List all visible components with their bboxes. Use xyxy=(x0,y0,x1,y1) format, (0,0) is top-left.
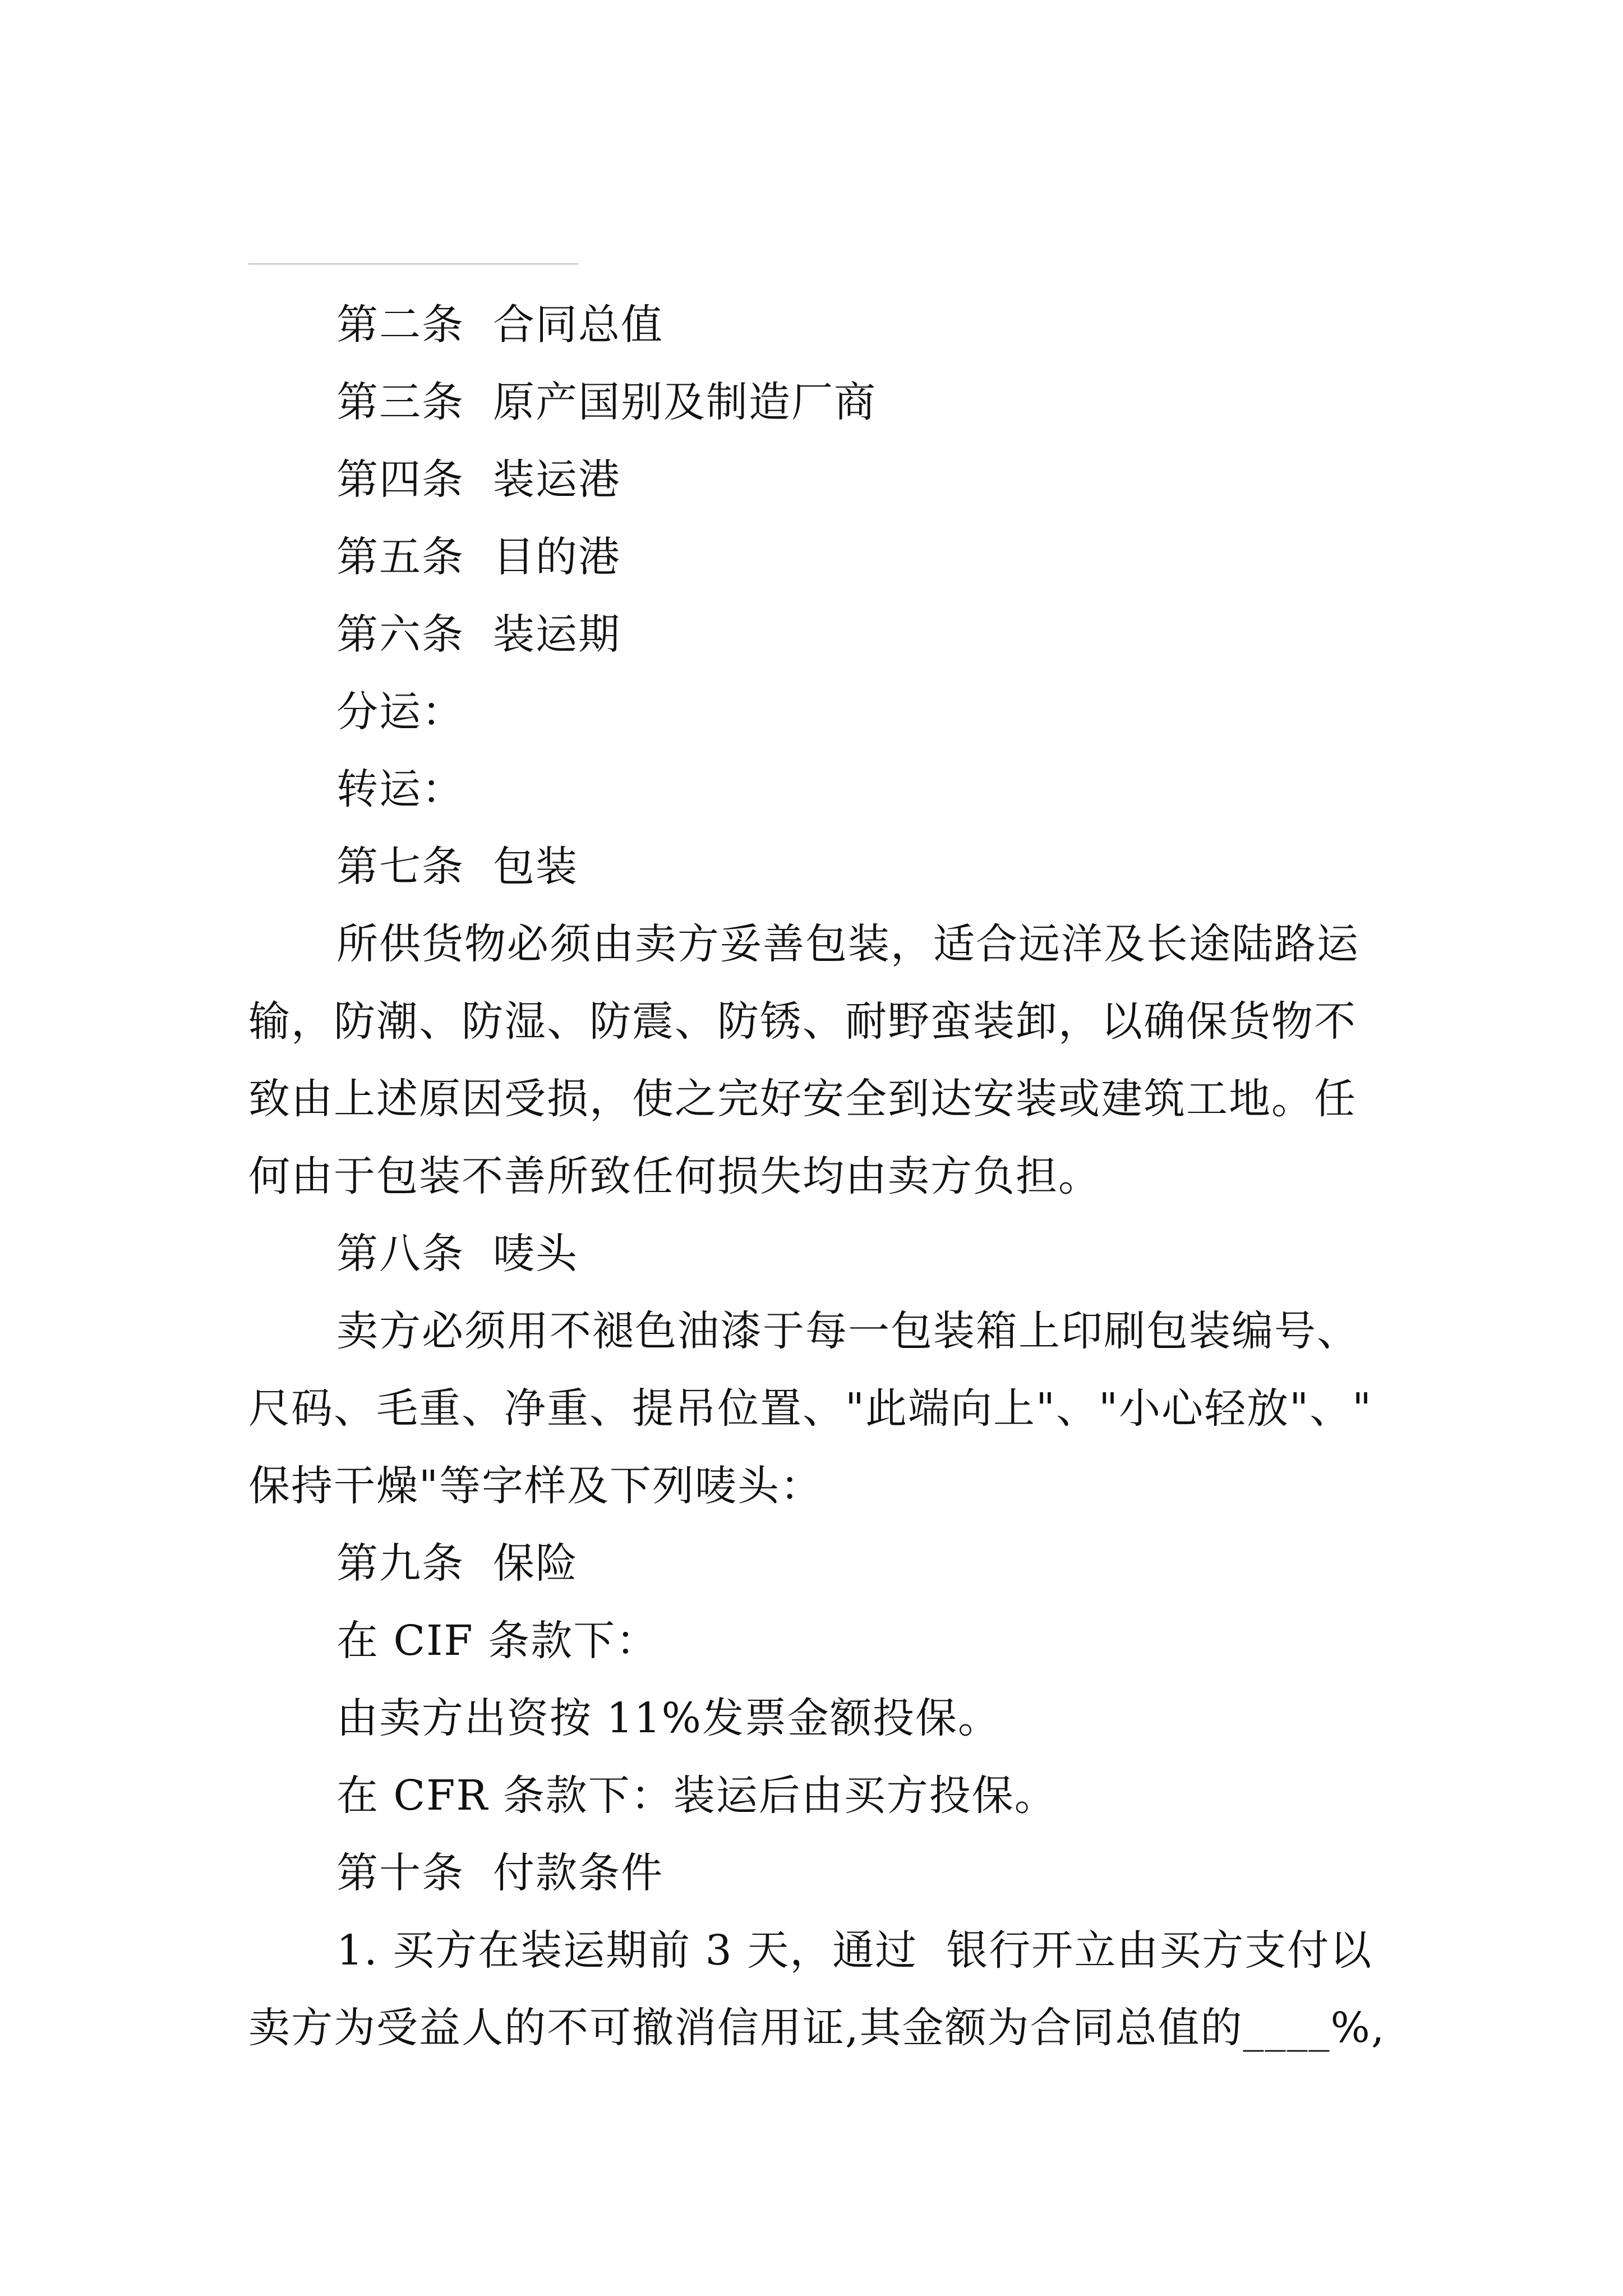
article-9-heading: 第九条 保险 xyxy=(336,1539,579,1588)
article-3-heading: 第三条 原产国别及制造厂商 xyxy=(336,378,877,426)
packing-paragraph-line: 致由上述原因受损，使之完好安全到达安装或建筑工地。任 xyxy=(248,1075,1357,1123)
article-5-heading: 第五条 目的港 xyxy=(336,533,621,581)
article-7-heading: 第七条 包装 xyxy=(336,843,579,891)
payment-paragraph-line: 卖方为受益人的不可撤消信用证,其金额为合同总值的____%, xyxy=(248,2004,1386,2052)
insurance-cif-line: 在 CIF 条款下： xyxy=(336,1617,659,1665)
article-6-heading: 第六条 装运期 xyxy=(336,610,621,659)
payment-paragraph-line: 1. 买方在装运期前 3 天，通过 银行开立由买方支付以 xyxy=(336,1926,1373,1975)
marking-paragraph-line: 卖方必须用不褪色油漆于每一包装箱上印刷包装编号、 xyxy=(336,1307,1359,1355)
article-10-heading: 第十条 付款条件 xyxy=(336,1849,664,1897)
article-8-heading: 第八条 唛头 xyxy=(336,1230,579,1278)
insurance-cfr-line: 在 CFR 条款下：装运后由买方投保。 xyxy=(336,1772,1057,1820)
packing-paragraph-line: 何由于包装不善所致任何损失均由卖方负担。 xyxy=(248,1152,1101,1200)
insurance-cif-detail-line: 由卖方出资按 11%发票金额投保。 xyxy=(336,1694,1000,1742)
packing-paragraph-line: 所供货物必须由卖方妥善包装，适合远洋及长途陆路运 xyxy=(336,920,1359,968)
marking-paragraph-line: 保持干燥"等字样及下列唛头： xyxy=(248,1462,823,1510)
article-2-heading: 第二条 合同总值 xyxy=(336,301,664,349)
marking-paragraph-line: 尺码、毛重、净重、提吊位置、"此端向上"、"小心轻放"、" xyxy=(248,1384,1373,1433)
transshipment-line: 转运： xyxy=(336,765,464,813)
article-4-heading: 第四条 装运港 xyxy=(336,455,621,504)
document-body xyxy=(248,286,1415,2067)
packing-paragraph-line: 输，防潮、防湿、防震、防锈、耐野蛮装卸，以确保货物不 xyxy=(248,997,1357,1046)
partial-shipment-line: 分运： xyxy=(336,688,464,736)
header-divider xyxy=(248,263,578,265)
